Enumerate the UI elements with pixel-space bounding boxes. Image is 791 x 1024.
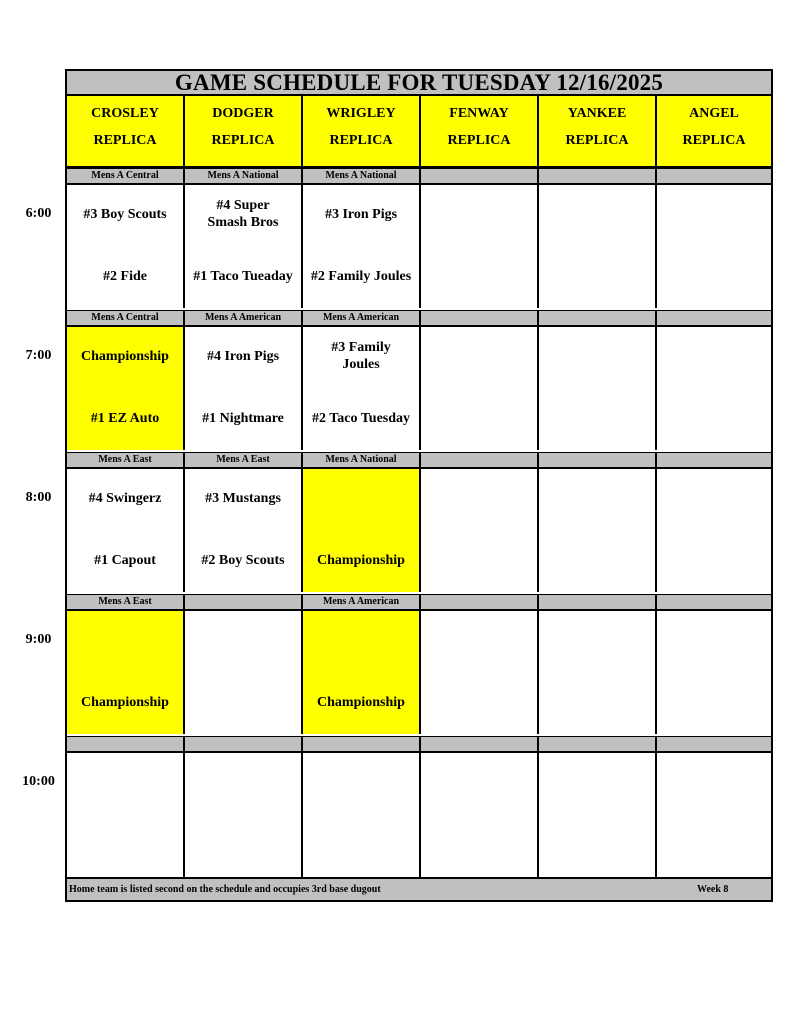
home-team: #2 Boy Scouts [201, 553, 285, 568]
field-name: CROSLEY [91, 106, 159, 121]
field-name: FENWAY [449, 106, 509, 121]
game-cell [185, 185, 303, 308]
footer-bar [67, 877, 771, 900]
home-team: #1 Nightmare [202, 411, 284, 426]
game-cell [539, 753, 657, 877]
division-label [421, 736, 539, 753]
game-cell [303, 327, 421, 450]
field-subtitle: REPLICA [329, 133, 393, 148]
division-label [539, 310, 657, 327]
game-cell [67, 185, 185, 308]
division-label: Mens A National [303, 168, 421, 185]
field-header-yankee [539, 96, 657, 168]
division-label: Mens A East [67, 594, 185, 611]
field-header-angel [657, 96, 771, 168]
away-team: #4 Iron Pigs [206, 349, 280, 364]
game-cell [657, 753, 771, 877]
field-name: WRIGLEY [326, 106, 396, 121]
division-label: Mens A Central [67, 310, 185, 327]
away-team: #3 Mustangs [205, 491, 281, 506]
time-label: 10:00 [22, 774, 55, 789]
away-team: #4 Swingerz [88, 491, 162, 506]
home-team: #1 EZ Auto [90, 411, 160, 426]
away-team: #3 Family Joules [331, 340, 391, 372]
championship-cell [303, 469, 421, 592]
division-label [185, 736, 303, 753]
division-label [657, 168, 771, 185]
division-label: Mens A East [185, 452, 303, 469]
game-cell [185, 469, 303, 592]
game-cell [539, 327, 657, 450]
game-cell [185, 753, 303, 877]
home-team: Championship [317, 695, 405, 710]
division-label [185, 594, 303, 611]
schedule-table [65, 69, 773, 902]
field-subtitle: REPLICA [211, 133, 275, 148]
field-name: ANGEL [689, 106, 739, 121]
home-team: Championship [81, 695, 169, 710]
week-label: Week 8 [697, 884, 729, 895]
game-cell [539, 469, 657, 592]
game-cell [421, 611, 539, 734]
game-cell [67, 469, 185, 592]
away-team: #4 Super Smash Bros [207, 198, 279, 230]
time-label: 7:00 [25, 348, 52, 363]
field-name: YANKEE [567, 106, 627, 121]
division-label [539, 452, 657, 469]
division-label [657, 310, 771, 327]
field-subtitle: REPLICA [447, 133, 511, 148]
game-cell [657, 185, 771, 308]
field-header-wrigley [303, 96, 421, 168]
game-cell [303, 185, 421, 308]
game-cell [539, 185, 657, 308]
division-label [657, 594, 771, 611]
game-cell [303, 753, 421, 877]
division-label: Mens A Central [67, 168, 185, 185]
division-label [303, 736, 421, 753]
division-label: Mens A National [303, 452, 421, 469]
time-label: 6:00 [25, 206, 52, 221]
division-label [421, 452, 539, 469]
away-team: #3 Iron Pigs [324, 207, 398, 222]
time-label: 9:00 [25, 632, 52, 647]
division-label: Mens A East [67, 452, 185, 469]
championship-cell [67, 611, 185, 734]
division-label: Mens A National [185, 168, 303, 185]
game-cell [421, 753, 539, 877]
time-label: 8:00 [25, 490, 52, 505]
division-label [657, 452, 771, 469]
home-team: Championship [317, 553, 405, 568]
game-cell [421, 185, 539, 308]
home-team: #2 Taco Tuesday [311, 411, 411, 426]
field-header-crosley [67, 96, 185, 168]
home-team: #2 Family Joules [310, 269, 412, 284]
field-subtitle: REPLICA [93, 133, 157, 148]
field-name: DODGER [212, 106, 274, 121]
division-label [657, 736, 771, 753]
field-subtitle: REPLICA [565, 133, 629, 148]
championship-cell [67, 327, 185, 450]
game-cell [185, 611, 303, 734]
game-cell [657, 469, 771, 592]
away-team: #3 Boy Scouts [83, 207, 167, 222]
game-cell [657, 327, 771, 450]
away-team: Championship [81, 349, 169, 364]
field-header-fenway [421, 96, 539, 168]
game-cell [185, 327, 303, 450]
game-cell [67, 753, 185, 877]
home-team: #2 Fide [103, 269, 147, 284]
division-label: Mens A American [303, 310, 421, 327]
division-label [67, 736, 185, 753]
home-team: #1 Taco Tueaday [193, 269, 293, 284]
game-cell [657, 611, 771, 734]
game-cell [421, 327, 539, 450]
division-label [539, 736, 657, 753]
division-label [421, 310, 539, 327]
division-label [421, 594, 539, 611]
division-label [539, 594, 657, 611]
championship-cell [303, 611, 421, 734]
game-cell [539, 611, 657, 734]
footer-note: Home team is listed second on the schedule and occupies 3rd base dugout [69, 884, 381, 895]
field-header-dodger [185, 96, 303, 168]
home-team: #1 Capout [94, 553, 156, 568]
division-label: Mens A American [185, 310, 303, 327]
division-label [539, 168, 657, 185]
division-label [421, 168, 539, 185]
page-title: GAME SCHEDULE FOR TUESDAY 12/16/2025 [67, 71, 771, 96]
field-subtitle: REPLICA [682, 133, 746, 148]
game-cell [421, 469, 539, 592]
division-label: Mens A American [303, 594, 421, 611]
